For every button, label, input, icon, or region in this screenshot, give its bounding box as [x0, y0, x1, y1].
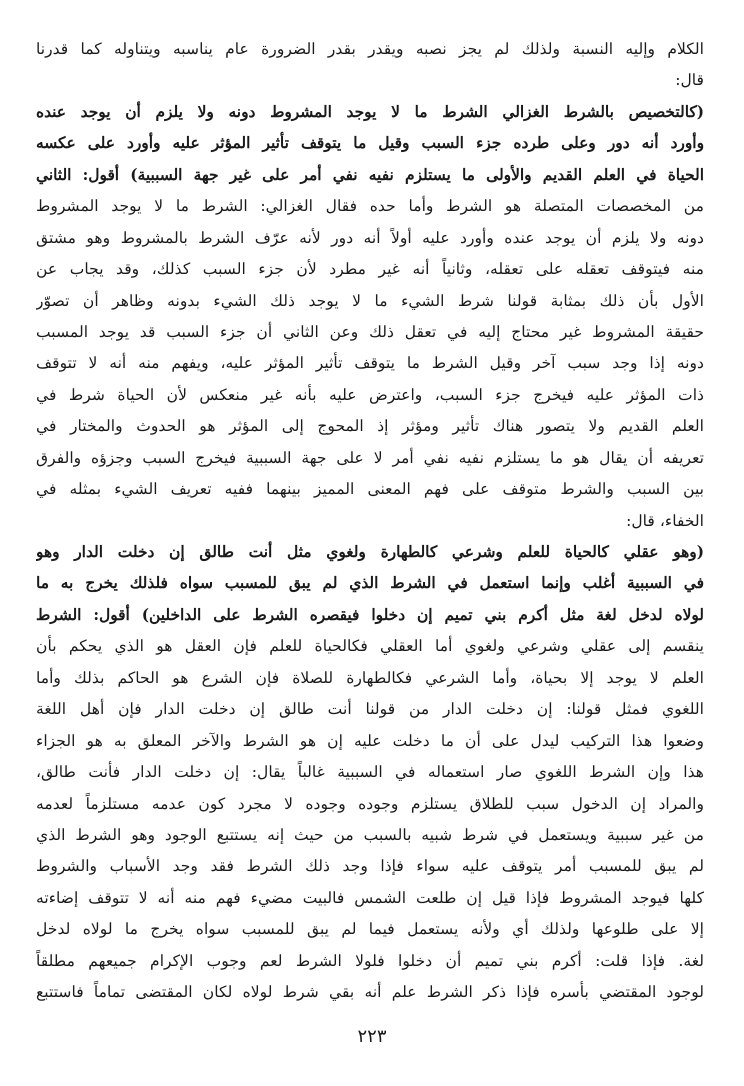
matn-line: (وهو عقلي كالحياة للعلم وشرعي كالطهارة ولغوي مثل أنت طالق إن دخلت الدار وهو	[36, 543, 704, 561]
commentary-line: قال:	[675, 71, 704, 90]
commentary-line: كلها فيوجد المشروط فإذا قيل إن طلعت الشمس فالبيت مضيء فهم منه أنه لا تتوقف إضاءته	[36, 888, 704, 907]
matn-line: الحياة في العلم القديم والأولى ما يستلزم نفيه نفي أمر على غير جهة السببية) أقول: الثاني	[36, 165, 704, 184]
commentary-line: الخفاء، قال:	[626, 511, 704, 530]
main-text	[36, 34, 704, 1009]
matn-line: وأورد أنه دور وعلى طرده جزء السبب وقيل ما يتوقف تأثير المؤثر عليه وأورد على عكسه	[36, 134, 704, 153]
commentary-line: منه فيتوقف تعقله على تعقله، وثانياً أنه غير مطرد لأن جزء السبب كذلك، وقد يجاب عن	[36, 260, 704, 279]
commentary-line: تعريفه أن يقال هو ما يستلزم نفيه نفي أمر لا على جهة السببية فيخرج السبب وجزؤه والفرق	[36, 448, 704, 467]
commentary-line: لم يبق للمسبب أمر يتوقف عليه سواء فإذا وجد ذلك الشرط فقد وجد الأسباب والشروط	[36, 857, 704, 876]
commentary-line: إلا على طلوعها ولذلك أي ولأنه يستعمل فيما لم يبق للمسبب سواه يخرج ما لولاه لدخل	[36, 920, 704, 939]
matn-line: لولاه لدخل لغة مثل أكرم بني تميم إن دخلوا فيقصره الشرط على الداخلين) أقول: الشرط	[36, 605, 704, 624]
matn-line: في السببية أغلب وإنما استعمل في الشرط الذي لم يبق للمسبب سواه فلذلك يخرج به ما	[36, 574, 704, 593]
commentary-line: الكلام وإليه النسبة ولذلك لم يجز نصبه ويقدر بقدر الضرورة عام يناسبه ويتناوله كما قدرنا	[36, 40, 704, 58]
commentary-line: العلم القديم ولا يتصور هناك تأثير ومؤثر إذ المحوج إلى المؤثر هو الحدوث والمختار في	[36, 417, 704, 436]
commentary-line: وضعوا هذا التركيب ليدل على أن ما دخلت عليه إن هو الشرط والآخر المعلق به هو الجزاء	[36, 731, 704, 750]
commentary-line: من المخصصات المتصلة هو الشرط وأما حده فقال الغزالي: الشرط ما لا يوجد المشروط	[36, 197, 704, 216]
commentary-line: اللغوي فمثل قولنا: إن دخلت الدار من قولنا أنت طالق إن دخلت الدار فإن أهل اللغة	[36, 700, 704, 719]
commentary-line: دونه ولا يلزم أن يوجد عنده وأورد عليه أولاً أنه دور لأنه عرّف الشرط بالمشروط وهو مشتق	[36, 228, 704, 247]
commentary-line: العلم لا يوجد إلا بحياة، وأما الشرعي فكالطهارة للصلاة فإن الشرع هو الحاكم بذلك وأما	[36, 668, 704, 687]
commentary-line: والمراد إن الدخول سبب للطلاق يستلزم وجوده وجوده لا مجرد كون عدمه مستلزماً لعدمه	[36, 794, 704, 813]
page-number: ٢٢٣	[357, 1026, 387, 1047]
commentary-line: لوجود المقتضي بأسره فإذا ذكر الشرط علم أنه بقي شرط لولاه لكان المقتضى تماماً فاستتبع	[36, 983, 704, 1002]
commentary-line: الأول بأن ذلك بمثابة قولنا شرط الشيء ما لا يوجد ذلك الشيء بدونه وظاهر أن تصوّر	[36, 291, 704, 310]
commentary-line: ذات المؤثر عليه فيخرج جزء السبب، واعترض عليه بأنه غير منعكس لأن الحياة شرط في	[36, 385, 704, 404]
matn-line: (كالتخصيص بالشرط الغزالي الشرط ما لا يوجد المشروط دونه ولا يلزم أن يوجد عنده	[36, 102, 704, 121]
commentary-line: هذا وإن الشرط اللغوي صار استعماله في السببية غالباً يقال: إن دخلت الدار فأنت طالق،	[36, 763, 704, 782]
commentary-line: بين السبب والشرط متوقف على فهم المعنى المميز بينهما ففيه تعريف الشيء بمثله في	[36, 480, 704, 499]
commentary-line: لغة. فإذا قلت: أكرم بني تميم أن دخلوا فلولا الشرط لعم وجوب الإكرام جميعهم مطلقاً	[36, 951, 704, 970]
commentary-line: من غير سببية ويستعمل في شرط شبيه بالسبب من حيث إنه يستتبع الوجود وهو الشرط الذي	[36, 825, 704, 844]
commentary-line: ينقسم إلى عقلي وشرعي ولغوي أما العقلي فكالحياة للعلم فإن العقل هو الذي يحكم بأن	[36, 637, 704, 656]
commentary-line: حقيقة المشروط غير محتاج إليه في تعقل ذلك وعن الثاني أن جزء السبب قد يوجد المسبب	[36, 322, 704, 341]
commentary-line: دونه إذا وجد سبب آخر وقيل الشرط ما يتوقف تأثير المؤثر عليه، ويفهم منه أنه لا تتوقف	[36, 354, 704, 373]
